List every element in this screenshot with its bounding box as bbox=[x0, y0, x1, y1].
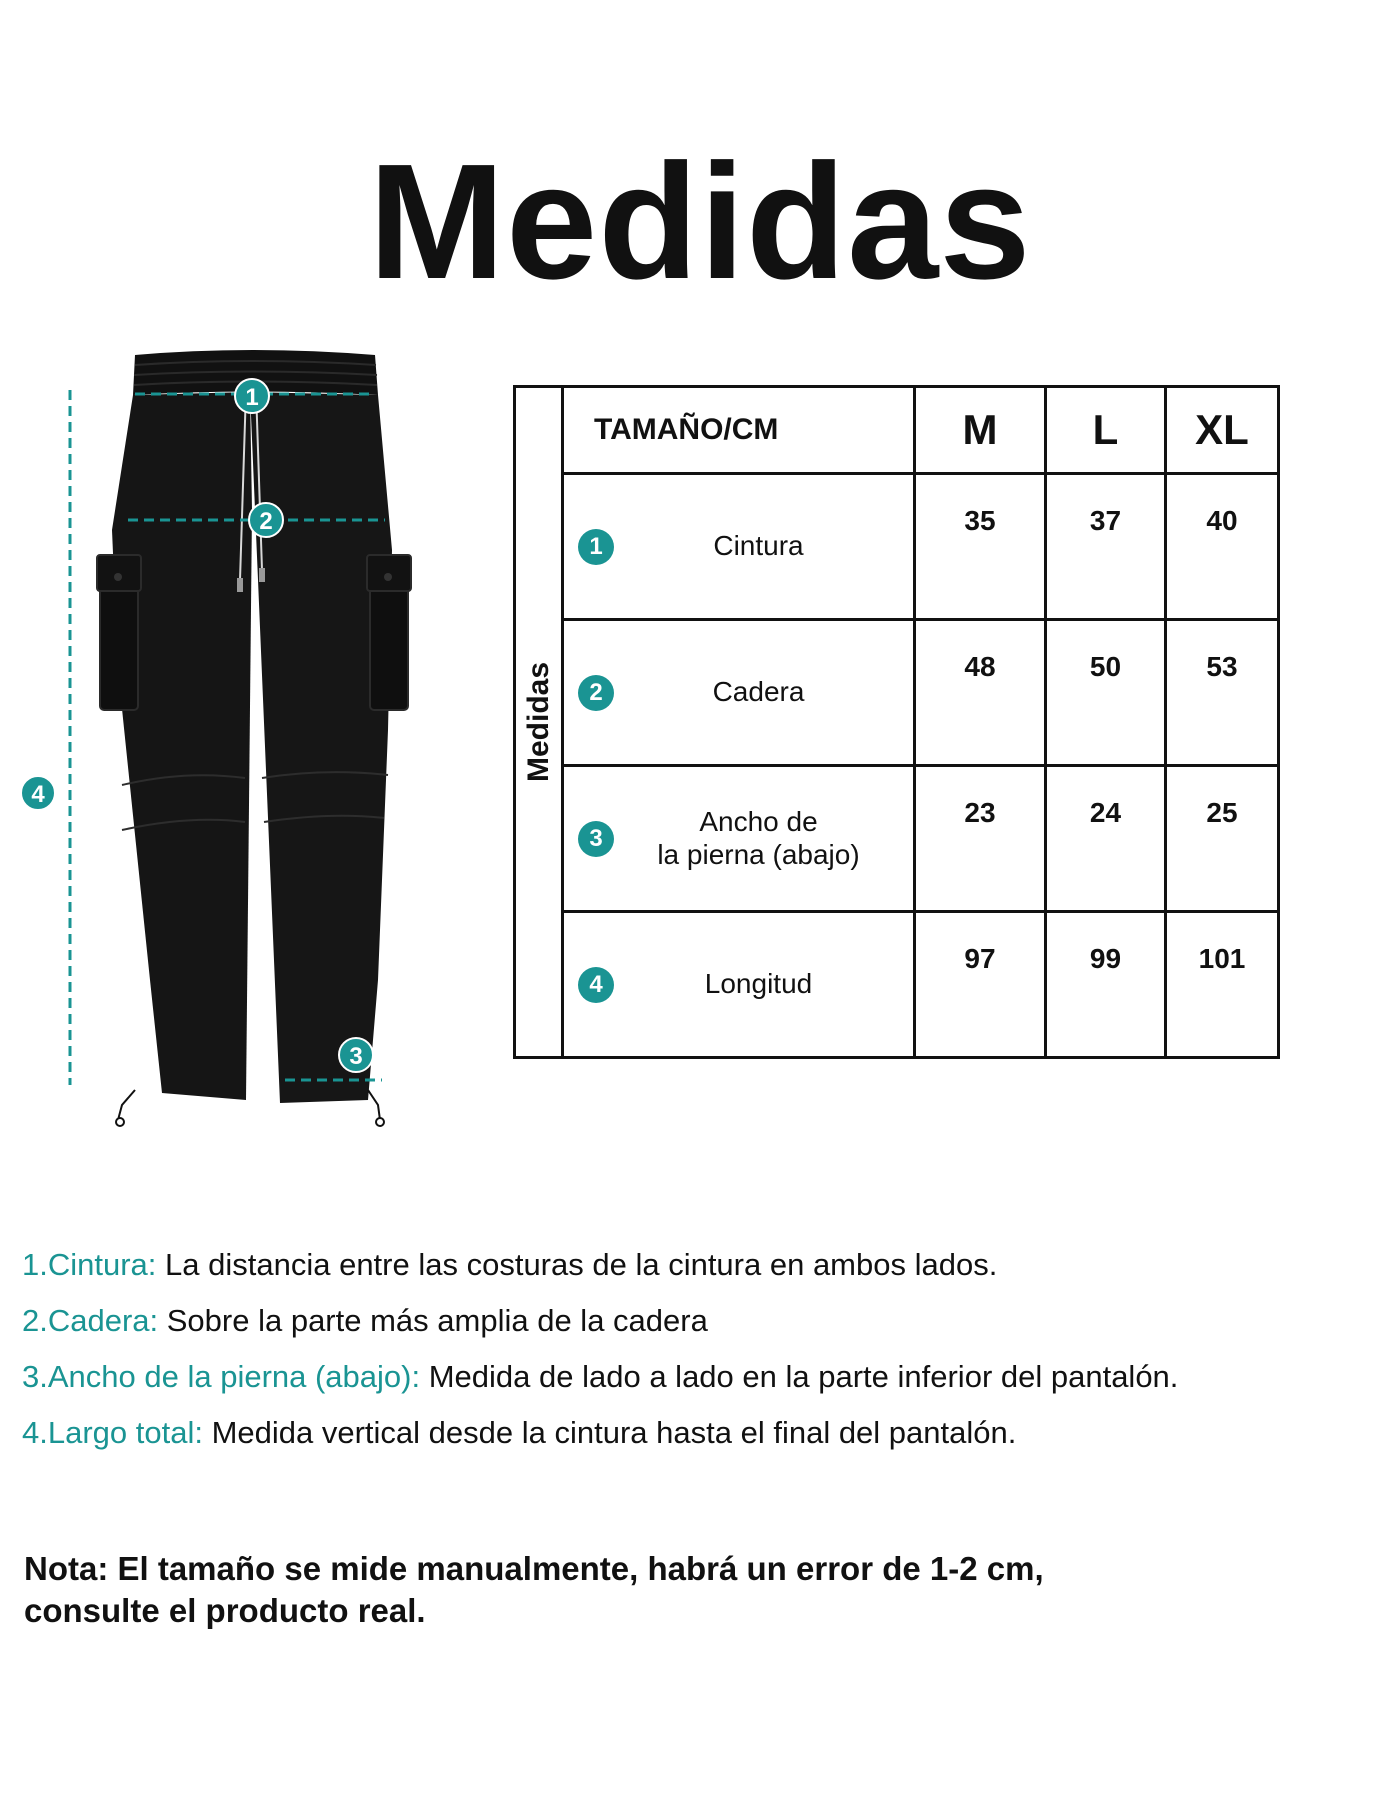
page-title: Medidas bbox=[368, 130, 1032, 313]
svg-text:4: 4 bbox=[31, 781, 45, 808]
measure-label: Cadera bbox=[712, 676, 805, 708]
description-text: La distancia entre las costuras de la cintura en ambos lados. bbox=[156, 1247, 998, 1282]
description-term: 2.Cadera: bbox=[22, 1303, 159, 1338]
badge-4-icon: 4 bbox=[578, 967, 614, 1003]
badge-1-icon bbox=[235, 379, 269, 413]
description-text: Medida vertical desde la cintura hasta el final del pantalón. bbox=[202, 1415, 1017, 1450]
description-text: Medida de lado a lado en la parte inferior del pantalón. bbox=[420, 1359, 1179, 1394]
value-cell: 23 bbox=[915, 766, 1046, 912]
table-row bbox=[515, 912, 1279, 1058]
badge-3-icon bbox=[339, 1038, 373, 1072]
note-line1: Nota: El tamaño se mide manualmente, habrá un error de 1-2 cm, bbox=[24, 1550, 1044, 1587]
description-term: 4.Largo total: bbox=[22, 1415, 203, 1450]
description-line bbox=[22, 1349, 1392, 1405]
value-cell: 24 bbox=[1046, 766, 1166, 912]
description-term: 3.Ancho de la pierna (abajo): bbox=[22, 1359, 421, 1394]
size-table bbox=[513, 385, 1280, 1059]
table-row bbox=[515, 474, 1279, 620]
value-cell: 48 bbox=[915, 620, 1046, 766]
table-row bbox=[515, 620, 1279, 766]
note bbox=[24, 1548, 1384, 1632]
header-size-l: L bbox=[1046, 387, 1166, 474]
value-cell: 35 bbox=[915, 474, 1046, 620]
value-cell: 25 bbox=[1166, 766, 1279, 912]
badge-4-icon bbox=[21, 776, 55, 810]
side-label-cell bbox=[515, 387, 563, 1058]
svg-text:1: 1 bbox=[245, 384, 259, 411]
measure-label bbox=[564, 806, 913, 870]
description-line bbox=[22, 1293, 1392, 1349]
description-line bbox=[22, 1237, 1392, 1293]
header-size-label: TAMAÑO/CM bbox=[563, 387, 915, 474]
header-size-xl: XL bbox=[1166, 387, 1279, 474]
note-line2: consulte el producto real. bbox=[24, 1592, 426, 1629]
measure-label: Longitud bbox=[704, 968, 813, 1000]
badge-2-icon bbox=[249, 503, 283, 537]
svg-text:2: 2 bbox=[259, 508, 273, 535]
value-cell: 50 bbox=[1046, 620, 1166, 766]
table-row bbox=[515, 766, 1279, 912]
header-size-m: M bbox=[915, 387, 1046, 474]
measure-label-line1: Ancho de bbox=[699, 806, 818, 838]
badge-3-icon: 3 bbox=[578, 821, 614, 857]
value-cell: 101 bbox=[1166, 912, 1279, 1058]
side-label: Medidas bbox=[521, 661, 555, 783]
measure-cell bbox=[563, 474, 915, 620]
description-text: Sobre la parte más amplia de la cadera bbox=[158, 1303, 708, 1338]
measure-label: Cintura bbox=[713, 530, 804, 562]
table-header-row bbox=[515, 387, 1279, 474]
measurement-descriptions bbox=[22, 1237, 1392, 1461]
measure-cell bbox=[563, 766, 915, 912]
badge-1-icon: 1 bbox=[578, 529, 614, 565]
value-cell: 97 bbox=[915, 912, 1046, 1058]
cargo-pants-illustration bbox=[97, 350, 411, 1126]
pants-diagram bbox=[0, 330, 500, 1130]
value-cell: 53 bbox=[1166, 620, 1279, 766]
description-line bbox=[22, 1405, 1392, 1461]
value-cell: 37 bbox=[1046, 474, 1166, 620]
description-term: 1.Cintura: bbox=[22, 1247, 157, 1282]
measure-cell bbox=[563, 620, 915, 766]
svg-text:3: 3 bbox=[349, 1043, 363, 1070]
measure-label-line2: la pierna (abajo) bbox=[657, 838, 860, 870]
measure-cell bbox=[563, 912, 915, 1058]
value-cell: 40 bbox=[1166, 474, 1279, 620]
value-cell: 99 bbox=[1046, 912, 1166, 1058]
badge-2-icon: 2 bbox=[578, 675, 614, 711]
